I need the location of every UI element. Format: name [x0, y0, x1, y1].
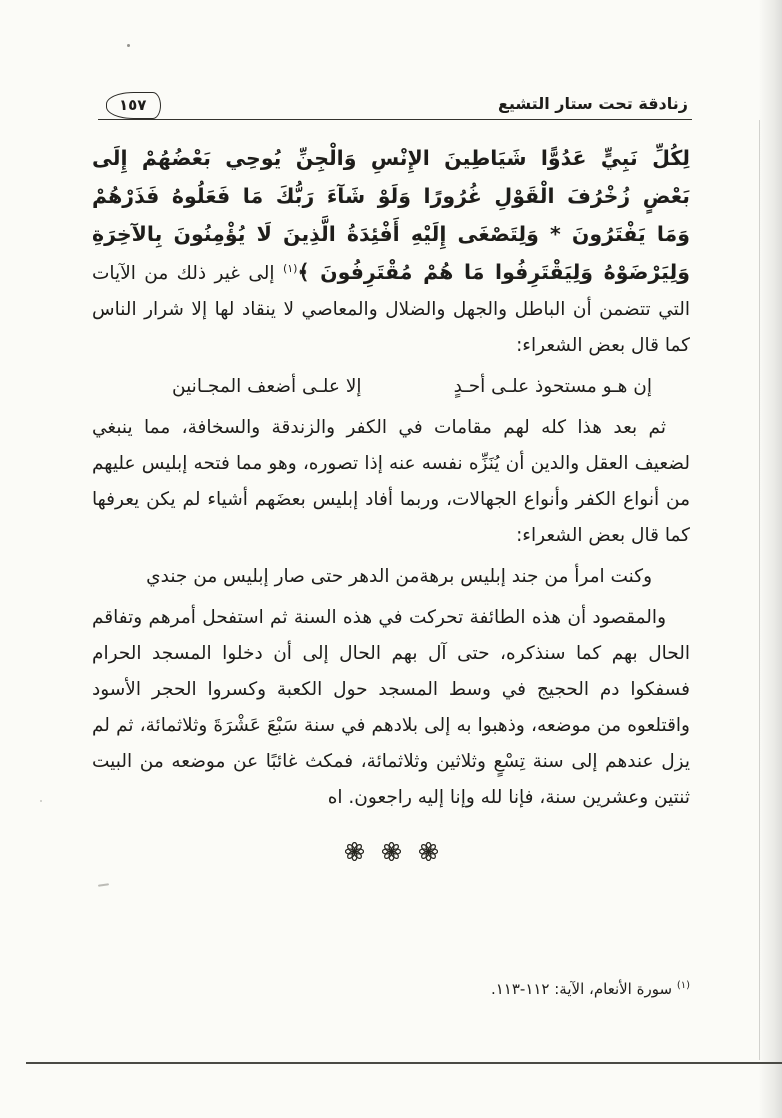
- scan-speck: [127, 44, 130, 47]
- header-rule: [98, 119, 692, 120]
- footnote: [92, 974, 690, 1001]
- flower-ornament-icon: [345, 842, 364, 861]
- body-paragraph: ثم بعد هذا كله لهم مقامات في الكفر والزندقة والسخافة، مما ينبغي لضعيف العقل والدين أن يُنَزِّه نفسه عنه إذا تصوره، وهو مما فتحه إبليس عليهم من أنواع الكفر وأنواع الجهالات، وربما أفاد إبليس بعضَهم أشياء لم يكن يعرفها كما قال بعض الشعراء:: [92, 417, 690, 546]
- hemistich-left: من الدهر حتى صار إبليس من جندي: [146, 566, 420, 587]
- scan-edge-shade: [758, 0, 782, 1118]
- scan-speck: [98, 883, 109, 887]
- hemistich-right: إن هـو مستحوذ علـى أحـدٍ: [453, 376, 652, 397]
- poetry-line: [146, 560, 652, 594]
- paragraph-continuation: إلى غير ذلك من الآيات التي تتضمن أن الباطل والجهل والضلال والمعاصي لا ينقاد لها إلا شرار الناس كما قال بعض الشعراء:: [92, 263, 690, 356]
- scan-speck: [40, 800, 42, 802]
- running-title: زنادقة تحت ستار التشيع: [497, 94, 688, 113]
- footnote-reference: (١): [282, 261, 298, 275]
- hemistich-left: إلا علـى أضعف المجـانين: [172, 376, 362, 397]
- footnote-text: سورة الأنعام، الآية: ١١٢-١١٣.: [490, 980, 677, 998]
- poetry-line: [172, 370, 652, 404]
- body-paragraph: والمقصود أن هذه الطائفة تحركت في هذه السنة ثم استفحل أمرهم وتفاقم الحال بهم كما سنذكره، حتى آل بهم الحال إلى أن دخلوا المسجد الحرام فسفكوا دم الحجيج في وسط المسجد حول الكعبة وكسروا الحجر الأسود واقتلعوه من موضعه، وذهبوا به إلى بلادهم في سنة سَبْعَ عَشْرَةَ وثلاثمائة، ثم لم يزل عندهم إلى سنة تِسْعٍ وثلاثين وثلاثمائة، فمكث غائبًا عن موضعه من البيت ثنتين وعشرين سنة، فإنا لله وإنا إليه راجعون. اه: [92, 607, 690, 808]
- quran-verse-paragraph: [92, 140, 690, 364]
- quran-verse-text: لِكُلِّ نَبِيٍّ عَدُوًّا شَيَاطِينَ الإِنْسِ وَالْجِنِّ يُوحِي بَعْضُهُمْ إِلَى بَعْضٍ زُخْرُفَ الْقَوْلِ غُرُورًا وَلَوْ شَآءَ رَبُّكَ مَا فَعَلُوهُ فَذَرْهُمْ وَمَا يَفْتَرُونَ * وَلِتَصْغَى إِلَيْهِ أَفْئِدَةُ الَّذِينَ لَا يُؤْمِنُونَ بِالآخِرَةِ وَلِيَرْضَوْهُ وَلِيَقْتَرِفُوا مَا هُمْ مُقْتَرِفُونَ ﴾: [92, 146, 690, 284]
- flower-ornament-icon: [419, 842, 438, 861]
- footer-rule: [26, 1062, 782, 1064]
- ornament-row: [92, 842, 690, 861]
- flower-ornament-icon: [382, 842, 401, 861]
- page-body: [92, 136, 690, 861]
- page-number: ١٥٧: [106, 92, 161, 119]
- footnote-marker: (١): [676, 980, 690, 991]
- scan-edge-line: [759, 120, 760, 1060]
- hemistich-right: وكنت امرأ من جند إبليس برهة: [419, 566, 652, 587]
